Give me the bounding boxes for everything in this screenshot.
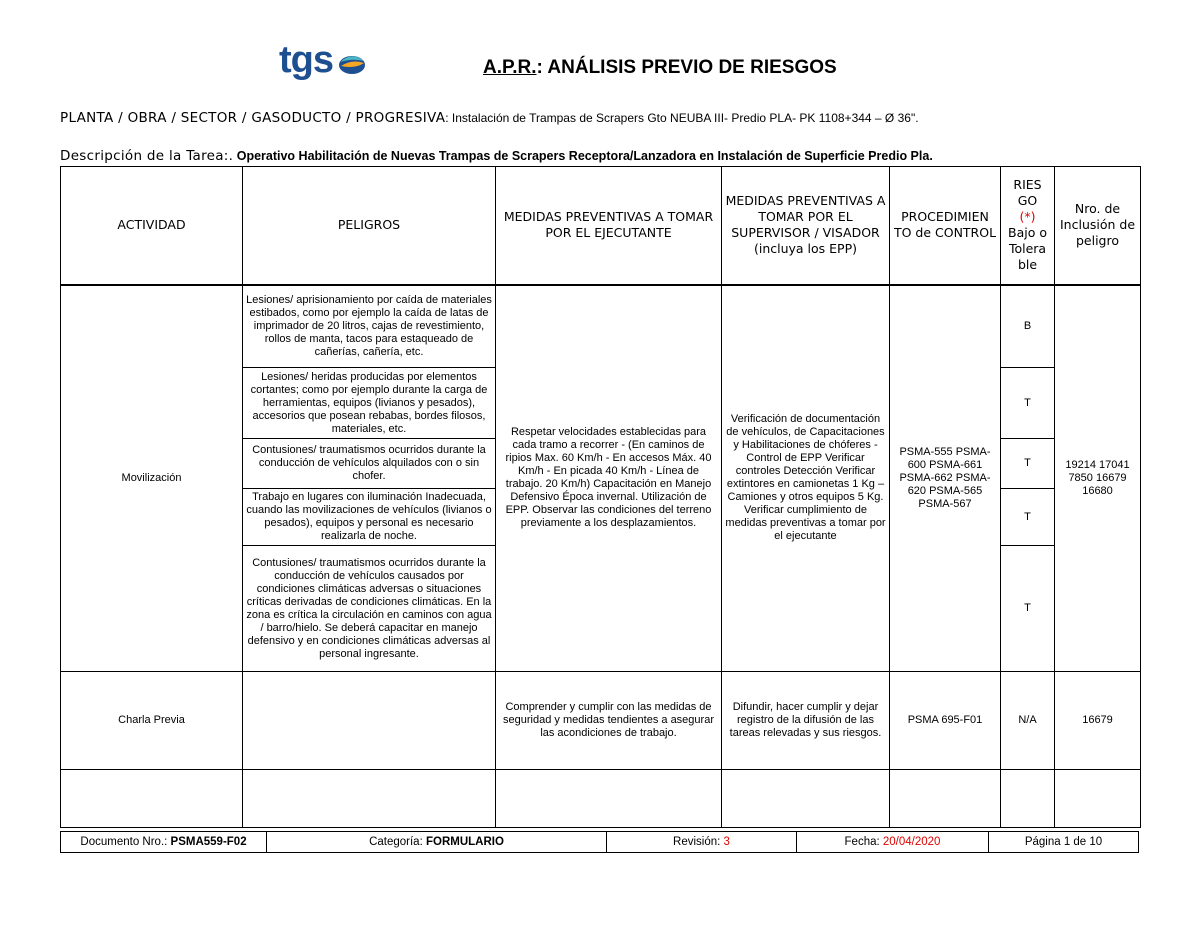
header-riesgo: RIES GO (*) Bajo o Tolera ble <box>1001 167 1055 285</box>
header-medidas-supervisor: MEDIDAS PREVENTIVAS A TOMAR POR EL SUPERVISOR / VISADOR (incluya los EPP) <box>722 167 890 285</box>
document-footer <box>60 831 1139 853</box>
medidas-supervisor-cell: Difundir, hacer cumplir y dejar registro de la difusión de las tareas relevadas y sus riesgos. <box>722 672 890 770</box>
medidas-ejecutante-cell: Comprender y cumplir con las medidas de seguridad y medidas tendientes a asegurar las acondiciones de trabajo. <box>496 672 722 770</box>
empty-cell <box>1001 770 1055 828</box>
hazard-cell: Contusiones/ traumatismos ocurridos durante la conducción de vehículos causados por condiciones climáticas adversas o situaciones críticas derivadas de condiciones climáticas. En la zona es crítica la circulación en caminos con agua / barro/hielo. Se deberá capacitar en manejo defensivo y en condiciones climáticas adversas al personal ingresante. <box>243 546 496 672</box>
riesgo-cell: T <box>1001 546 1055 672</box>
tarea-label: Descripción de la Tarea:. <box>60 148 234 164</box>
tarea-value: Operativo Habilitación de Nuevas Trampas de Scrapers Receptora/Lanzadora en Instalación de Superficie Predio Pla. <box>233 149 933 163</box>
procedimiento-cell: PSMA-555 PSMA-600 PSMA-661 PSMA-662 PSMA-620 PSMA-565 PSMA-567 <box>890 285 1001 672</box>
nro-inclusion-cell: 16679 <box>1055 672 1141 770</box>
medidas-supervisor-cell: Verificación de documentación de vehículos, de Capacitaciones y Habilitaciones de chóferes - Control de EPP Verificar controles Detección Verificar extintores en camionetas 1 Kg – Camiones y otros equipos 5 Kg. Verificar cumplimiento de medidas preventivas a tomar por el ejecutante <box>722 285 890 672</box>
footer-fecha: Fecha: 20/04/2020 <box>797 832 989 853</box>
table-row <box>61 285 1141 368</box>
empty-cell <box>243 770 496 828</box>
planta-label: PLANTA / OBRA / SECTOR / GASODUCTO / PROGRESIVA <box>60 110 446 126</box>
empty-cell <box>496 770 722 828</box>
planta-value: : Instalación de Trampas de Scrapers Gto NEUBA III- Predio PLA- PK 1108+344 – Ø 36". <box>445 111 919 125</box>
header-medidas-ejecutante: MEDIDAS PREVENTIVAS A TOMAR POR EL EJECUTANTE <box>496 167 722 285</box>
riesgo-cell: N/A <box>1001 672 1055 770</box>
procedimiento-cell: PSMA 695-F01 <box>890 672 1001 770</box>
medidas-ejecutante-cell: Respetar velocidades establecidas para cada tramo a recorrer - (En caminos de ripios Max. 60 Km/h - En accesos Máx. 40 Km/h - En picada 40 Km/h - Línea de trabajo. 20 Km/h) Capacitación en Manejo Defensivo Época invernal. Utilización de EPP. Observar las condiciones del terreno previamente a los desplazamientos. <box>496 285 722 672</box>
planta-line <box>60 110 919 126</box>
empty-cell <box>1055 770 1141 828</box>
footer-revision: Revisión: 3 <box>607 832 797 853</box>
hazard-cell: Trabajo en lugares con iluminación Inadecuada, cuando las movilizaciones de vehículos (livianos o pesados), equipos y personal es necesario realizarla de noche. <box>243 489 496 546</box>
empty-cell <box>722 770 890 828</box>
footer-categoria: Categoría: FORMULARIO <box>267 832 607 853</box>
hazard-cell: Contusiones/ traumatismos ocurridos durante la conducción de vehículos alquilados con o sin chofer. <box>243 439 496 489</box>
logo-mark-icon <box>337 49 367 77</box>
hazard-cell: Lesiones/ heridas producidas por elementos cortantes; como por ejemplo durante la carga de herramientas, equipos (livianos y pesados), accesorios que posean rebabas, bordes filosos, materiales, etc. <box>243 368 496 439</box>
header-actividad: ACTIVIDAD <box>61 167 243 285</box>
table-row-empty <box>61 770 1141 828</box>
empty-cell <box>890 770 1001 828</box>
riesgo-cell: T <box>1001 368 1055 439</box>
footer-documento: Documento Nro.: PSMA559-F02 <box>61 832 267 853</box>
page-title: A.P.R.: ANÁLISIS PREVIO DE RIESGOS <box>483 57 837 78</box>
hazard-cell: Lesiones/ aprisionamiento por caída de materiales estibados, como por ejemplo la caída de latas de imprimador de 20 litros, cajas de revestimiento, rollos de manta, tacos para estaqueado de cañerías, cañería, etc. <box>243 285 496 368</box>
table-row <box>61 672 1141 770</box>
table-header-row <box>61 167 1141 285</box>
tgs-logo <box>279 40 367 80</box>
risk-table <box>60 166 1141 828</box>
empty-cell <box>61 770 243 828</box>
riesgo-cell: T <box>1001 489 1055 546</box>
nro-inclusion-cell: 19214 17041 7850 16679 16680 <box>1055 285 1141 672</box>
tarea-line <box>60 148 933 164</box>
riesgo-cell: T <box>1001 439 1055 489</box>
header-procedimiento: PROCEDIMIEN TO de CONTROL <box>890 167 1001 285</box>
header-peligros: PELIGROS <box>243 167 496 285</box>
actividad-charla: Charla Previa <box>61 672 243 770</box>
riesgo-cell: B <box>1001 285 1055 368</box>
footer-pagina: Página 1 de 10 <box>989 832 1139 853</box>
peligros-cell <box>243 672 496 770</box>
actividad-movilizacion: Movilización <box>61 285 243 672</box>
logo-text: tgs <box>279 39 333 81</box>
header-nro-inclusion: Nro. de Inclusión de peligro <box>1055 167 1141 285</box>
